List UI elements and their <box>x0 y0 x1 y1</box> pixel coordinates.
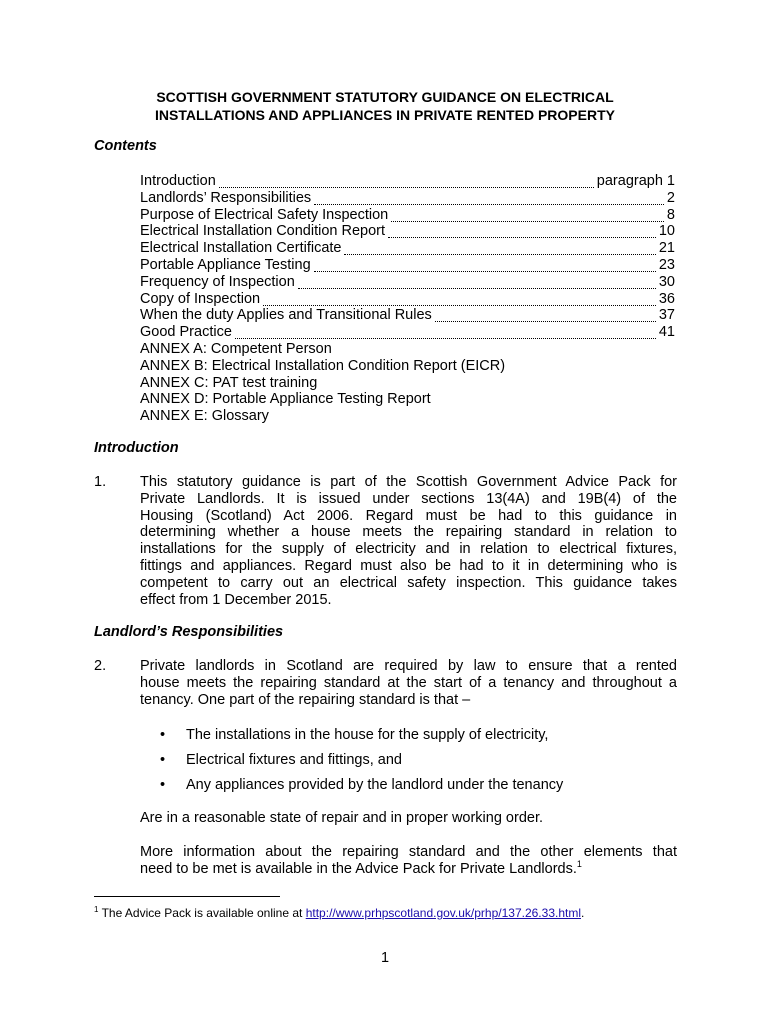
footnote-divider <box>94 896 280 897</box>
annex-entry[interactable]: ANNEX D: Portable Appliance Testing Report <box>140 391 431 408</box>
bullet-icon: • <box>160 776 166 793</box>
list-item: • Any appliances provided by the landlord under the tenancy <box>160 776 564 793</box>
repair-sentence: Are in a reasonable state of repair and in proper working order. <box>140 810 544 826</box>
toc-entry[interactable]: Frequency of Inspection 30 <box>140 273 675 290</box>
paragraph-1 <box>140 474 677 608</box>
toc-entry[interactable]: Electrical Installation Certificate 21 <box>140 240 675 257</box>
contents-heading: Contents <box>94 138 157 154</box>
toc-entry[interactable]: Purpose of Electrical Safety Inspection 8 <box>140 206 675 223</box>
paragraph-line: Private landlords in Scotland are required by law to ensure that a rented <box>140 658 677 674</box>
list-item: • The installations in the house for the supply of electricity, <box>160 727 549 743</box>
title-line-2: INSTALLATIONS AND APPLIANCES IN PRIVATE RENTED PROPERTY <box>155 107 615 123</box>
page-number: 1 <box>380 950 390 966</box>
paragraph-line: Private Landlords. It is issued under sections 13(4A) and 19B(4) of the <box>140 490 677 507</box>
annex-entry[interactable]: ANNEX C: PAT test training <box>140 374 318 391</box>
paragraph-2-number: 2. <box>94 658 107 674</box>
paragraph-2 <box>140 658 677 708</box>
toc-entry[interactable]: Portable Appliance Testing 23 <box>140 256 675 273</box>
list-item: • Electrical fixtures and fittings, and <box>160 751 402 768</box>
document-title <box>95 88 675 124</box>
bullet-icon: • <box>160 751 166 768</box>
toc-entry[interactable]: Electrical Installation Condition Report 10 <box>140 223 675 240</box>
footnote-link[interactable]: http://www.prhpscotland.gov.uk/prhp/137.26.33.html <box>305 906 581 920</box>
paragraph-line: determining whether a house meets the repairing standard in relation to <box>140 524 677 541</box>
annex-entry[interactable]: ANNEX B: Electrical Installation Condition Report (EICR) <box>140 357 506 374</box>
paragraph-line: effect from 1 December 2015. <box>140 591 332 608</box>
paragraph-line: Housing (Scotland) Act 2006. Regard must be had to this guidance in <box>140 507 677 524</box>
table-of-contents <box>140 173 675 425</box>
footnote-reference[interactable]: 1 <box>576 858 582 869</box>
paragraph-line: More information about the repairing standard and the other elements that <box>140 844 677 860</box>
responsibilities-heading: Landlord’s Responsibilities <box>94 624 284 640</box>
paragraph-line: competent to carry out an electrical safety inspection. This guidance takes <box>140 574 677 591</box>
introduction-heading: Introduction <box>94 440 179 456</box>
toc-entry[interactable]: When the duty Applies and Transitional Rules 37 <box>140 307 675 324</box>
annex-entry[interactable]: ANNEX A: Competent Person <box>140 340 332 357</box>
paragraph-1-number: 1. <box>94 474 107 490</box>
paragraph-line: house meets the repairing standard at the start of a tenancy and throughout a <box>140 674 677 691</box>
paragraph-line: tenancy. One part of the repairing standard is that – <box>140 691 471 708</box>
footnote: $^1$ The Advice Pack is available online at http://www.prhpscotland.gov.uk/prhp/137.26.33.html. <box>94 905 585 920</box>
toc-entry[interactable]: Introduction paragraph 1 <box>140 173 675 189</box>
bullet-icon: • <box>160 727 166 743</box>
footnote-text: The Advice Pack is available online at <box>101 906 303 920</box>
bullet-list <box>160 727 680 802</box>
toc-entry[interactable]: Landlords’ Responsibilities 2 <box>140 189 675 206</box>
paragraph-line: fittings and appliances. Regard must also be had to it in determining who is <box>140 557 677 574</box>
paragraph-line: installations for the supply of electricity and in relation to electrical fixtures, <box>140 541 677 558</box>
paragraph-line: This statutory guidance is part of the Scottish Government Advice Pack for <box>140 474 677 490</box>
annex-entry[interactable]: ANNEX E: Glossary <box>140 408 269 425</box>
toc-entry[interactable]: Copy of Inspection 36 <box>140 290 675 307</box>
toc-entry[interactable]: Good Practice 41 <box>140 324 675 341</box>
more-info-paragraph <box>140 844 677 878</box>
paragraph-line: need to be met is available in the Advice Pack for Private Landlords.$^1$ <box>140 858 582 877</box>
title-line-1: SCOTTISH GOVERNMENT STATUTORY GUIDANCE ON ELECTRICAL <box>156 89 614 105</box>
footnote-marker: 1 <box>94 905 99 914</box>
